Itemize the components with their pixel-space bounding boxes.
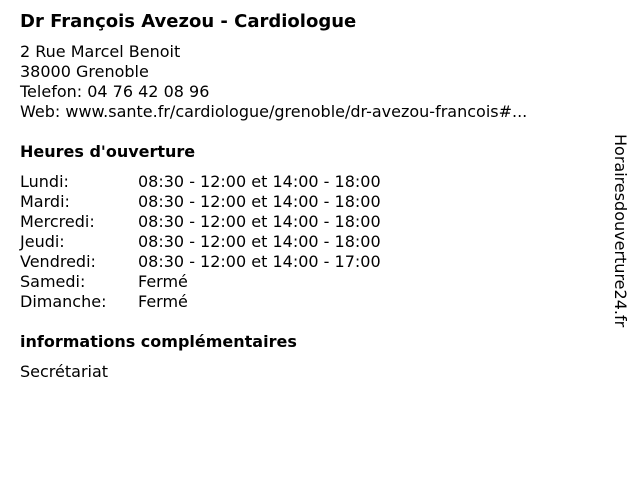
hours-row-sunday: [20, 292, 610, 312]
hours-value: 08:30 - 12:00 et 14:00 - 18:00: [138, 232, 381, 251]
site-watermark: Horairesdouverture24.fr: [611, 134, 630, 328]
listing-card: [20, 10, 610, 382]
page-title: Dr François Avezou - Cardiologue: [20, 11, 357, 32]
phone-line: Telefon: 04 76 42 08 96: [20, 82, 210, 101]
address-street: 2 Rue Marcel Benoit: [20, 42, 181, 61]
hours-row-monday: [20, 172, 610, 192]
hours-table: [20, 172, 610, 312]
day-label: Dimanche:: [20, 292, 107, 311]
day-label: Samedi:: [20, 272, 86, 291]
day-label: Mardi:: [20, 192, 70, 211]
hours-value: 08:30 - 12:00 et 14:00 - 18:00: [138, 212, 381, 231]
day-label: Jeudi:: [20, 232, 65, 251]
hours-row-tuesday: [20, 192, 610, 212]
hours-row-saturday: [20, 272, 610, 292]
website-line: Web: www.sante.fr/cardiologue/grenoble/dr-avezou-francois#...: [20, 102, 528, 121]
hours-value: 08:30 - 12:00 et 14:00 - 18:00: [138, 192, 381, 211]
info-text: Secrétariat: [20, 362, 109, 381]
hours-value: Fermé: [138, 272, 188, 291]
hours-value: 08:30 - 12:00 et 14:00 - 17:00: [138, 252, 381, 271]
hours-value: Fermé: [138, 292, 188, 311]
hours-row-friday: [20, 252, 610, 272]
hours-heading: Heures d'ouverture: [20, 142, 196, 161]
info-heading: informations complémentaires: [20, 332, 297, 351]
hours-row-wednesday: [20, 212, 610, 232]
hours-row-thursday: [20, 232, 610, 252]
day-label: Mercredi:: [20, 212, 95, 231]
day-label: Vendredi:: [20, 252, 96, 271]
address-city: 38000 Grenoble: [20, 62, 149, 81]
day-label: Lundi:: [20, 172, 69, 191]
hours-value: 08:30 - 12:00 et 14:00 - 18:00: [138, 172, 381, 191]
